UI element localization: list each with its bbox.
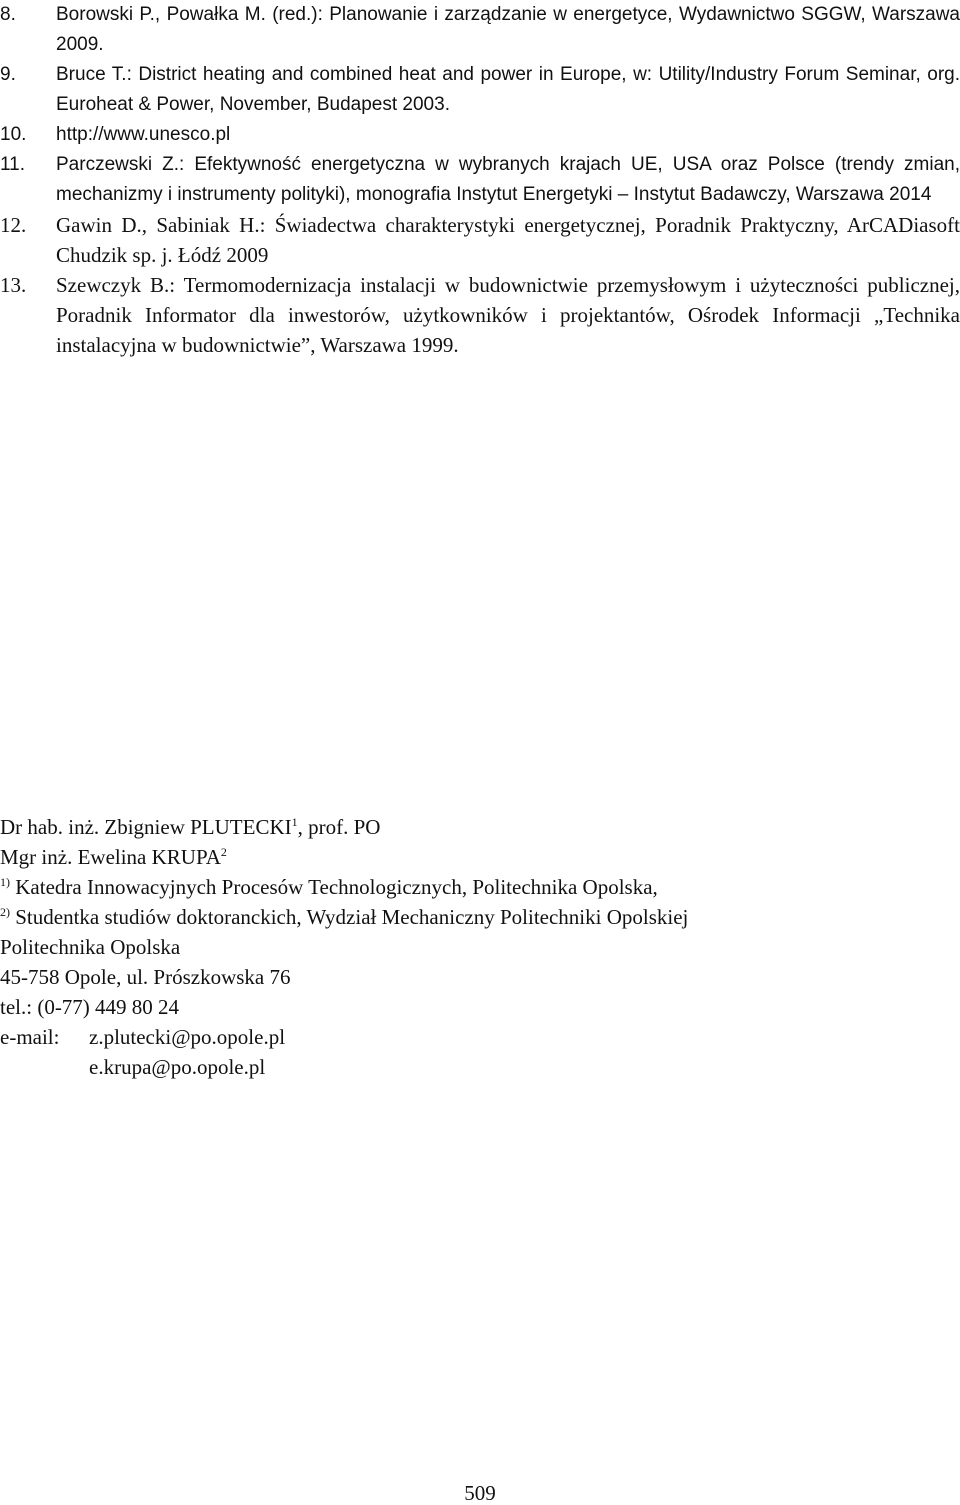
email-address[interactable]: e.krupa@po.opole.pl xyxy=(89,1055,266,1079)
author-1-title: , prof. PO xyxy=(297,815,381,839)
page-number: 509 xyxy=(464,1481,496,1505)
reference-item xyxy=(0,60,960,120)
reference-item xyxy=(0,210,960,270)
author-2 xyxy=(0,842,960,872)
author-2-name: Mgr inż. Ewelina KRUPA xyxy=(0,845,221,869)
affiliation-1-marker: 1) xyxy=(0,875,10,889)
email-row xyxy=(0,1022,960,1082)
reference-number: 8. xyxy=(0,4,16,25)
reference-item xyxy=(0,0,960,60)
reference-list xyxy=(0,0,960,360)
author-1-superscript: 1 xyxy=(291,815,298,829)
reference-number: 11. xyxy=(0,154,26,175)
affiliation-1 xyxy=(0,872,960,902)
reference-text: Parczewski Z.: Efektywność energetyczna w wybranych krajach UE, USA oraz Polsce (trendy zmian, mechanizmy i instrumenty polityki), monografia Instytut Energetyki – Instytut Badawczy, Warszawa 2014 xyxy=(56,154,960,205)
institution: Politechnika Opolska xyxy=(0,935,181,959)
reference-text: Szewczyk B.: Termomodernizacja instalacji w budownictwie przemysłowym i użyteczności publicznej, Poradnik Informator dla inwestorów, użytkowników i projektantów, Ośrodek Informacji „Technika instalacyjna w budownictwie”, Warszawa 1999. xyxy=(56,273,960,357)
affiliation-2-marker: 2) xyxy=(0,905,10,919)
email-address[interactable]: z.plutecki@po.opole.pl xyxy=(89,1025,286,1049)
reference-number: 10. xyxy=(0,124,27,145)
reference-number: 9. xyxy=(0,64,16,85)
author-1 xyxy=(0,812,960,842)
reference-number: 12. xyxy=(0,213,27,237)
author-1-name: Dr hab. inż. Zbigniew PLUTECKI xyxy=(0,815,292,839)
reference-number: 13. xyxy=(0,273,27,297)
address: 45-758 Opole, ul. Prószkowska 76 xyxy=(0,965,291,989)
affiliation-1-text: Katedra Innowacyjnych Procesów Technologicznych, Politechnika Opolska, xyxy=(10,875,658,899)
author-2-superscript: 2 xyxy=(220,845,227,859)
reference-item xyxy=(0,270,960,360)
email-list xyxy=(89,1022,285,1082)
reference-text: http://www.unesco.pl xyxy=(56,124,231,145)
email-label: e-mail: xyxy=(0,1025,60,1049)
reference-text: Gawin D., Sabiniak H.: Świadectwa charakterystyki energetycznej, Poradnik Praktyczny, ArCADiasoft Chudzik sp. j. Łódź 2009 xyxy=(56,213,960,267)
reference-text: Borowski P., Powałka M. (red.): Planowanie i zarządzanie w energetyce, Wydawnictwo SGGW, Warszawa 2009. xyxy=(56,4,960,55)
affiliation-2-text: Studentka studiów doktoranckich, Wydział Mechaniczny Politechniki Opolskiej xyxy=(10,905,689,929)
reference-item xyxy=(0,120,960,150)
reference-item xyxy=(0,150,960,210)
affiliation-2 xyxy=(0,902,960,932)
author-info xyxy=(0,812,960,1082)
reference-text: Bruce T.: District heating and combined heat and power in Europe, w: Utility/Industry Forum Seminar, org. Euroheat & Power, November, Budapest 2003. xyxy=(56,64,960,115)
phone: tel.: (0-77) 449 80 24 xyxy=(0,995,180,1019)
